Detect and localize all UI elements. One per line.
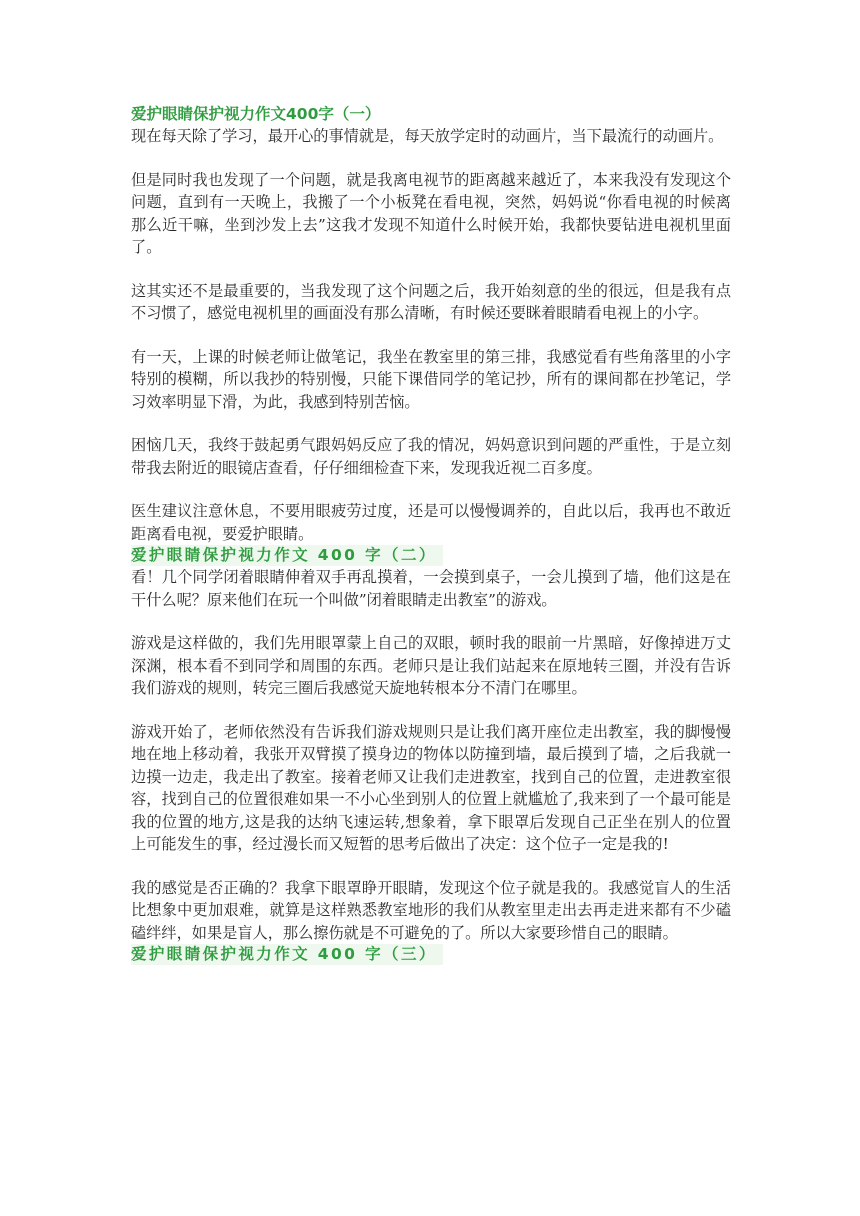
- paragraph: 但是同时我也发现了一个问题，就是我离电视节的距离越来越近了，本来我没有发现这个问题，直到有一天晚上，我搬了一个小板凳在看电视，突然，妈妈说“你看电视的时候离那么近干嘛，坐到沙发上去”这我才发现不知道什么时候开始，我都快要钻进电视机里面了。: [131, 170, 731, 256]
- section-heading-2: 爱护眼睛保护视力作文 400 字（二）: [131, 545, 443, 566]
- section-heading-3: 爱护眼睛保护视力作文 400 字（三）: [131, 944, 443, 965]
- paragraph: 我的感觉是否正确的？我拿下眼罩睁开眼睛，发现这个位子就是我的。我感觉盲人的生活比想象中更加艰难，就算是这样熟悉教室地形的我们从教室里走出去再走进来都有不少磕磕绊绊，如果是盲人，那么擦伤就是不可避免的了。所以大家要珍惜自己的眼睛。: [131, 878, 731, 942]
- paragraph: 现在每天除了学习，最开心的事情就是，每天放学定时的动画片，当下最流行的动画片。: [131, 127, 724, 145]
- paragraph: 有一天，上课的时候老师让做笔记，我坐在教室里的第三排，我感觉看有些角落里的小字特别的模糊，所以我抄的特别慢，只能下课借同学的笔记抄，所有的课间都在抄笔记，学习效率明显下滑，为此，我感到特别苦恼。: [131, 347, 731, 411]
- paragraph: 医生建议注意休息，不要用眼疲劳过度，还是可以慢慢调养的，自此以后，我再也不敢近距离看电视，要爱护眼睛。: [131, 502, 731, 543]
- paragraph: 游戏开始了，老师依然没有告诉我们游戏规则只是让我们离开座位走出教室，我的脚慢慢地在地上移动着，我张开双臂摸了摸身边的物体以防撞到墙，最后摸到了墙，之后我就一边摸一边走，我走出了教室。接着老师又让我们走进教室，找到自己的位置，走进教室很容，找到自己的位置很难如果一不小心坐到别人的位置上就尴尬了,我来到了一个最可能是我的位置的地方,这是我的达纳飞速运转,想象着，拿下眼罩后发现自己正坐在别人的位置上可能发生的事，经过漫长而又短暂的思考后做出了决定：这个位子一定是我的!: [131, 722, 731, 853]
- document-body: [131, 104, 731, 965]
- paragraph: 游戏是这样做的，我们先用眼罩蒙上自己的双眼，顿时我的眼前一片黑暗，好像掉进万丈深渊，根本看不到同学和周围的东西。老师只是让我们站起来在原地转三圈，并没有告诉我们游戏的规则，转完三圈后我感觉天旋地转根本分不清门在哪里。: [131, 634, 731, 697]
- paragraph: 看！几个同学闭着眼睛伸着双手再乱摸着，一会摸到桌子，一会儿摸到了墙，他们这是在干什么呢？原来他们在玩一个叫做”闭着眼睛走出教室”的游戏。: [131, 568, 731, 609]
- paragraph: 困恼几天，我终于鼓起勇气跟妈妈反应了我的情况，妈妈意识到问题的严重性，于是立刻带我去附近的眼镜店查看，仔仔细细检查下来，发现我近视二百多度。: [131, 436, 731, 477]
- section-heading-1: 爱护眼睛保护视力作文400字（一）: [131, 105, 381, 123]
- paragraph: 这其实还不是最重要的，当我发现了这个问题之后，我开始刻意的坐的很远，但是我有点不习惯了，感觉电视机里的画面没有那么清晰，有时候还要眯着眼睛看电视上的小字。: [131, 281, 731, 322]
